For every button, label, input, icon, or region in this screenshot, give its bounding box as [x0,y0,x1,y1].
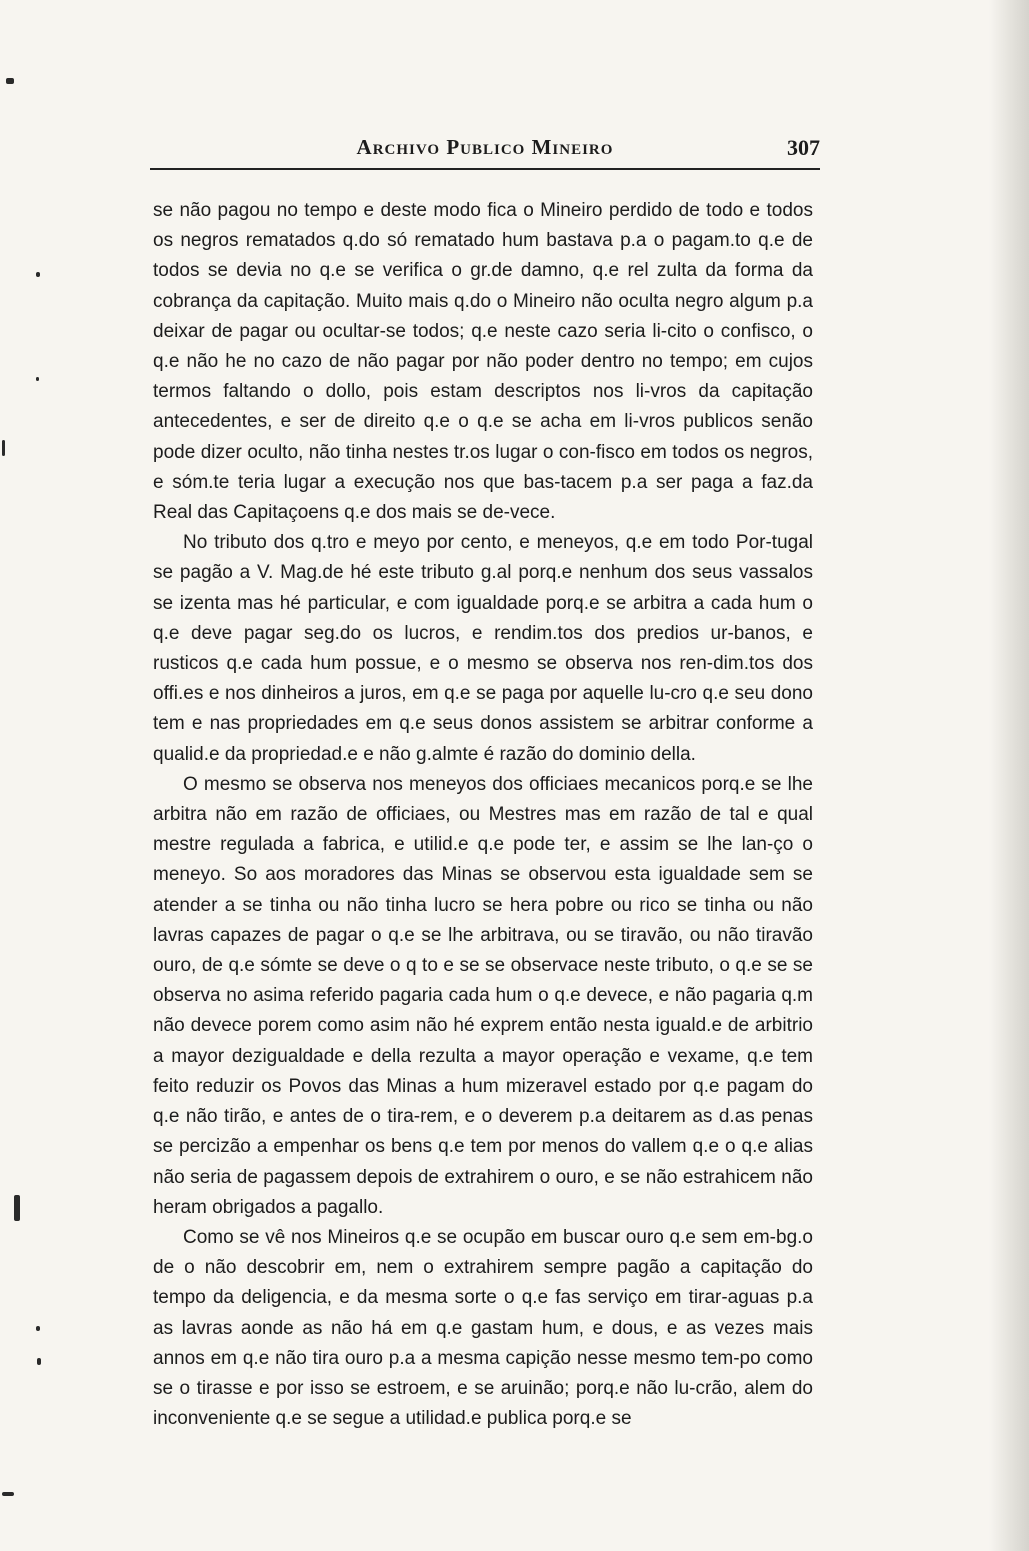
margin-mark [2,1492,14,1496]
margin-mark [14,1195,20,1221]
page-edge-shadow [989,0,1029,1551]
page-number: 307 [787,135,820,160]
margin-mark [36,272,40,277]
paragraph: No tributo dos q.tro e meyo por cento, e meneyos, q.e em todo Por-tugal se pagão a V. Mag.de hé este tributo g.al porq.e nenhum dos seus vassalos se izenta mas hé particular, e com igualdade porq.e se arbitra a cada hum o q.e deve pagar seg.do os lucros, e rendim.tos dos predios ur-banos, e rusticos q.e cada hum possue, e o mesmo se observa nos ren-dim.tos dos offi.es e nos dinheiros a juros, em q.e se paga por aquelle lu-cro q.e seu dono tem e nas propriedades em q.e seus donos assistem se arbitrar conforme a qualid.e da propriedad.e e não g.almte é razão do dominio della. [153,532,813,765]
margin-mark [6,78,14,84]
margin-mark [2,440,5,456]
paragraph: O mesmo se observa nos meneyos dos officiaes mecanicos porq.e se lhe arbitra não em razão de officiaes, ou Mestres mas em razão de tal e qual mestre regulada a fabrica, e utilid.e q.e pode ter, e assim se lhe lan-ço o meneyo. So aos moradores das Minas se observou esta igualdade sem se atender a se tinha ou não tinha lucro se hera pobre ou rico se tinha ou não lavras capazes de pagar o q.e se lhe arbitrava, ou se tiravão, ou não tiravão ouro, de q.e sómte se deve o q to e se se observace neste tributo, o q.e se se observa no asima referido pagaria cada hum o q.e devece, e não pagaria q.m não devece porem como asim não hé exprem então nesta iguald.e de arbitrio a mayor dezigualdade e della rezulta a mayor operação e vexame, q.e tem feito reduzir os Povos das Minas a hum mizeravel estado por q.e pagam do q.e não tirão, e antes de o tira-rem, e o deverem p.a deitarem as d.as penas se percizão a empenhar os bens q.e tem por menos do vallem q.e o q.e alias não seria de pagassem depois de extrahirem o ouro, e se não estrahicem não heram obrigados a pagallo. [153,773,813,1218]
paragraph: Como se vê nos Mineiros q.e se ocupão em buscar ouro q.e sem em-bg.o de o não descobrir em, nem o extrahirem sempre pagão a capitação do tempo da deligencia, e da mesma sorte o q.e fas serviço em tirar-aguas p.a as lavras aonde as não há em q.e gastam hum, e dous, e as vezes mais annos em q.e não tira ouro p.a a mesma capição nesse mesmo tem-po como se o tirasse e por isso se estroem, e se aruinão; porq.e não lu-crão, alem do inconveniente q.e se segue a utilidad.e publica porq.e se [153,1226,813,1430]
margin-mark [36,1326,40,1331]
paragraph: se não pagou no tempo e deste modo fica o Mineiro perdido de todo e todos os negros rematados q.do só rematado hum bastava p.a o pagam.to q.e de todos se devia no q.e se verifica o gr.de damno, q.e rel zulta da forma da cobrança da capitação. Muito mais q.do o Mineiro não oculta negro algum p.a deixar de pagar ou ocultar-se todos; q.e neste cazo seria li-cito o confisco, o q.e não he no cazo de não pagar por não poder dentro no tempo; em cujos termos faltando o dollo, pois estam descriptos nos li-vros da capitação antecedentes, e ser de direito q.e o q.e se acha em li-vros publicos senão pode dizer oculto, não tinha nestes tr.os lugar o con-fisco em todos os negros, e sóm.te teria lugar a execução nos que bas-tacem p.a ser paga a faz.da Real das Capitaçoens q.e dos mais se de-vece. [153,200,813,524]
margin-mark [37,1358,41,1365]
page-header [150,133,820,167]
body-text [153,196,813,1434]
margin-mark [36,377,39,381]
running-head: Archivo Publico Mineiro [356,135,614,159]
header-rule [150,168,820,170]
